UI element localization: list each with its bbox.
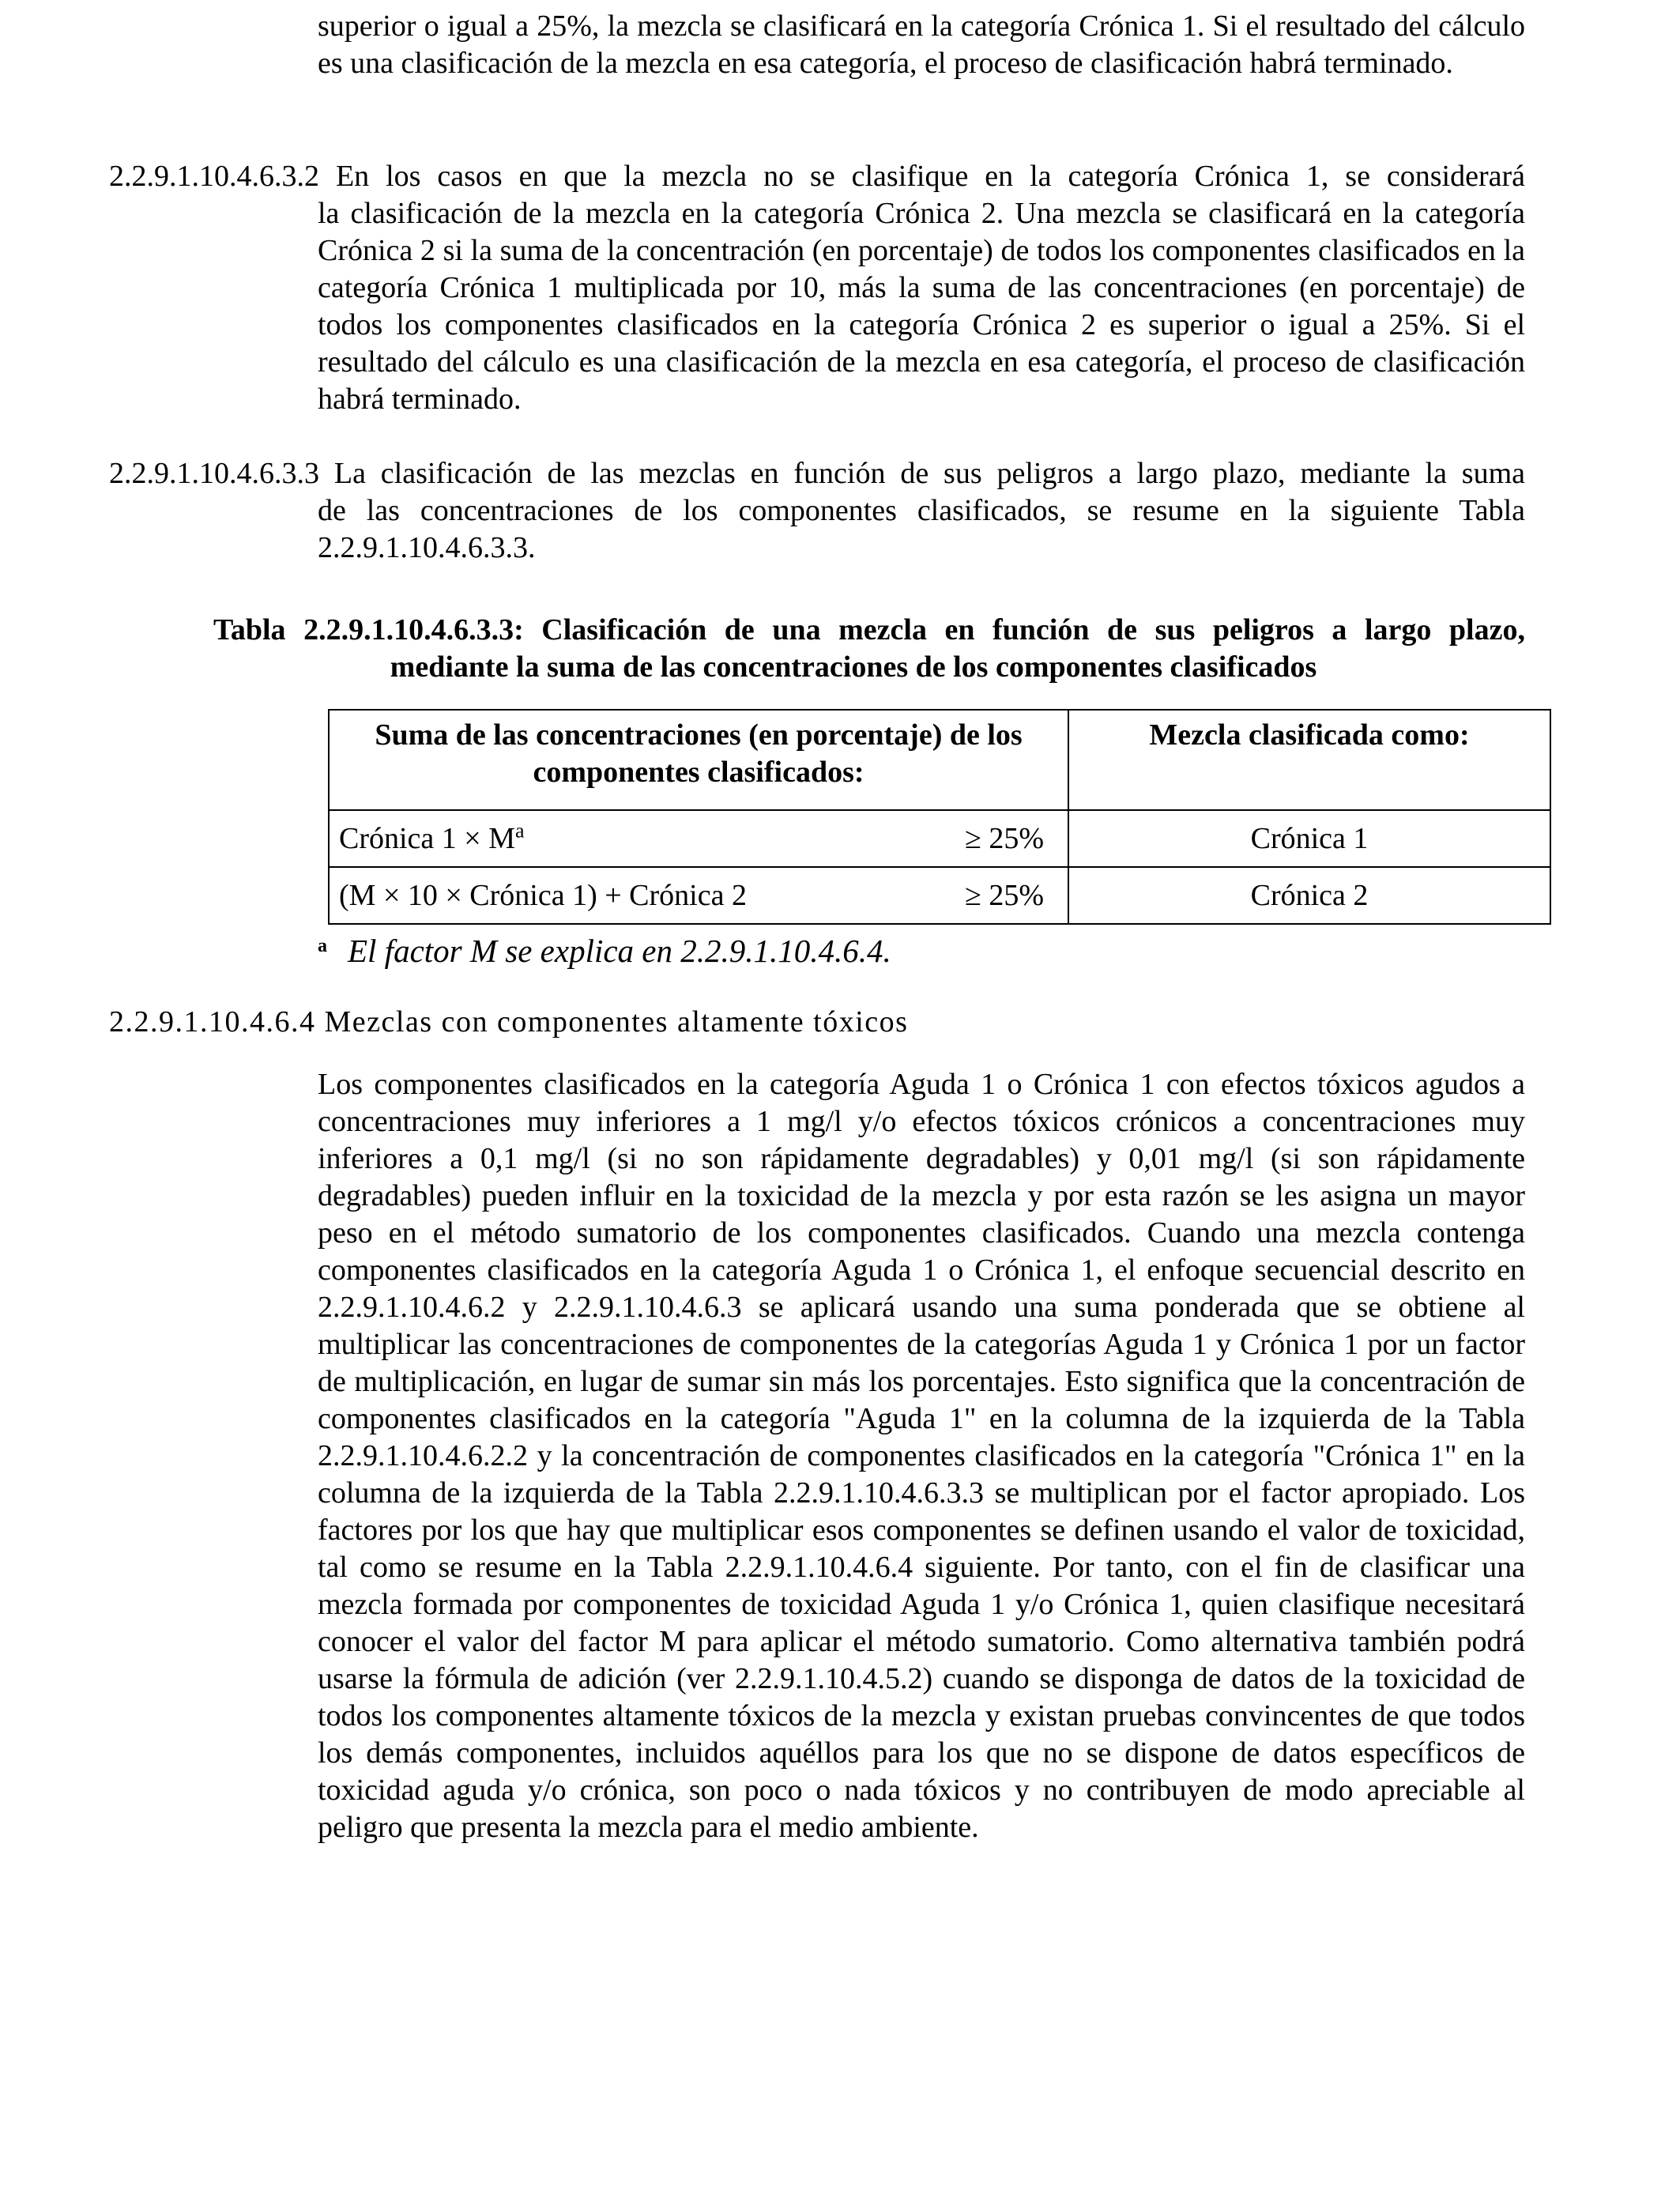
sum-label: (M × 10 × Crónica 1) + Crónica 2 [339,878,747,912]
table-header-sum: Suma de las concentraciones (en porcentaje) de los componentes clasificados: [329,710,1068,810]
section-heading [109,1004,908,1041]
paragraph-body: de las concentraciones de los componentes clasificados, se resume en la siguiente Tabla 2.2.9.1.10.4.6.3.3. [318,494,1525,564]
paragraph-body: la clasificación de la mezcla en la categoría Crónica 2. Una mezcla se clasificará en la categoría Crónica 2 si la suma de la concentración (en porcentaje) de todos los componentes clasificados en la categoría Crónica 1 multiplicada por 10, más la suma de las concentraciones (en porcentaje) de todos los componentes clasificados en la categoría Crónica 2 es superior o igual a 25%. Si el resultado del cálculo es una clasificación de la mezcla en esa categoría, el proceso de clasificación habrá terminado. [318,197,1525,416]
table-cell-result: Crónica 2 [1068,867,1550,924]
threshold-value: ≥ 25% [965,821,1045,855]
footnote-ref: a [515,818,525,842]
table-cell-sum [329,867,1068,924]
table-row [329,867,1550,924]
paragraph-2-2-9-1-10-4-6-3-3 [109,455,1525,567]
paragraph-main [318,1066,1525,1846]
section-title: Mezclas con componentes altamente tóxicos [324,1005,909,1039]
table-title-line-2: mediante la suma de las concentraciones de los componentes clasificados [390,650,1317,684]
table-title [213,612,1525,686]
footnote-text: El factor M se explica en 2.2.9.1.10.4.6.4. [348,933,891,969]
paragraph-text: superior o igual a 25%, la mezcla se clasificará en la categoría Crónica 1. Si el resultado del cálculo es una clasificación de la mezcla en esa categoría, el proceso de clasificación habrá terminado. [318,9,1525,80]
footnote-mark: a [318,936,327,956]
table-cell-sum [329,810,1068,867]
paragraph-number: 2.2.9.1.10.4.6.3.2 [109,160,319,193]
paragraph-2-2-9-1-10-4-6-3-2 [109,158,1525,418]
paragraph-text: Los componentes clasificados en la categoría Aguda 1 o Crónica 1 con efectos tóxicos agudos a concentraciones muy inferiores a 1 mg/l y/o efectos tóxicos crónicos a concentraciones muy inferiores a 0,1 mg/l (si no son rápidamente degradables) y 0,01 mg/l (si son rápidamente degradables) pueden influir en la toxicidad de la mezcla y por esta razón se les asigna un mayor peso en el método sumatorio de los componentes clasificados. Cuando una mezcla contenga componentes clasificados en la categoría Aguda 1 o Crónica 1, el enfoque secuencial descrito en 2.2.9.1.10.4.6.2 y 2.2.9.1.10.4.6.3 se aplicará usando una suma ponderada que se obtiene al multiplicar las concentraciones de componentes de la categorías Aguda 1 y Crónica 1 por un factor de multiplicación, en lugar de sumar sin más los porcentajes. Esto significa que la concentración de componentes clasificados en la categoría "Aguda 1" en la columna de la izquierda de la Tabla 2.2.9.1.10.4.6.2.2 y la concentración de componentes clasificados en la categoría "Crónica 1" en la columna de la izquierda de la Tabla 2.2.9.1.10.4.6.3.3 se multiplican por el factor apropiado. Los factores por los que hay que multiplicar esos componentes se definen usando el valor de toxicidad, tal como se resume en la Tabla 2.2.9.1.10.4.6.4 siguiente. Por tanto, con el fin de clasificar una mezcla formada por componentes de toxicidad Aguda 1 y/o Crónica 1, quien clasifique necesitará conocer el valor del factor M para aplicar el método sumatorio. Como alternativa también podrá usarse la fórmula de adición (ver 2.2.9.1.10.4.5.2) cuando se disponga de datos de la toxicidad de todos los componentes altamente tóxicos de la mezcla y existan pruebas convincentes de que todos los demás componentes, incluidos aquéllos para los que no se dispone de datos específicos de toxicidad aguda y/o crónica, son poco o nada tóxicos y no contribuyen de modo apreciable al peligro que presenta la mezcla para el medio ambiente. [318,1068,1525,1844]
table-header-row [329,710,1550,810]
paragraph-number: 2.2.9.1.10.4.6.3.3 [109,457,319,490]
table-header-classified: Mezcla clasificada como: [1068,710,1550,810]
table-title-line-1: Tabla 2.2.9.1.10.4.6.3.3: Clasificación de una mezcla en función de sus peligros a largo plazo, [213,613,1525,647]
classification-table [328,709,1551,925]
sum-label [339,820,525,858]
threshold-value: ≥ 25% [965,878,1045,912]
paragraph-first-line [109,158,1525,195]
table-cell-result: Crónica 1 [1068,810,1550,867]
paragraph-lead-text: En los casos en que la mezcla no se clasifique en la categoría Crónica 1, se considerará [335,160,1525,193]
sum-label-text: Crónica 1 × M [339,821,516,855]
section-number: 2.2.9.1.10.4.6.4 [109,1005,316,1039]
table-footnote [318,931,891,971]
table-row [329,810,1550,867]
paragraph-first-line [109,455,1525,492]
paragraph-lead-text: La clasificación de las mezclas en función de sus peligros a largo plazo, mediante la suma [333,457,1525,490]
paragraph-continuation [318,8,1525,82]
